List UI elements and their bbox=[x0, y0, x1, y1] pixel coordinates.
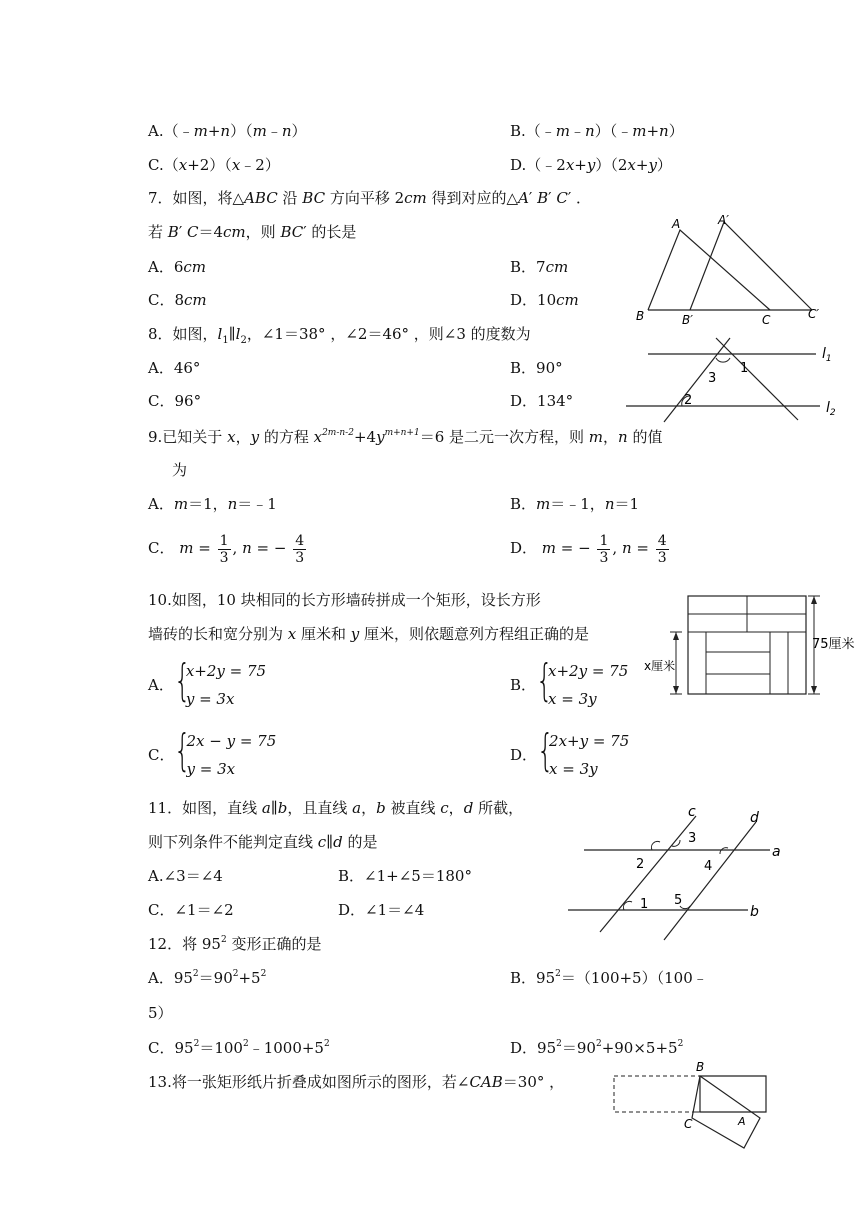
q13-stem: 13.将一张矩形纸片折叠成如图所示的图形，若∠CAB＝30° ， bbox=[148, 1073, 565, 1091]
q8-label-angle2: 2 bbox=[684, 393, 693, 408]
q7-label-a-prime: A′ bbox=[718, 213, 729, 227]
q7-option-d: D．10cm bbox=[510, 291, 579, 309]
q10-label-x: x厘米 bbox=[644, 659, 676, 673]
q10-option-a: A． { x+2y = 75 y = 3x bbox=[148, 655, 267, 708]
q6-option-a: A.（﹣m+n）（m﹣n） bbox=[148, 122, 307, 140]
q11-label-b: b bbox=[750, 904, 759, 920]
q12-option-b-line1: B．$95^2=(100+5)(100﹣$ bbox=[510, 969, 708, 987]
q11-label-angle3: 3 bbox=[688, 831, 697, 846]
q8-label-angle3: 3 bbox=[708, 371, 717, 386]
q10-brick-figure bbox=[642, 590, 860, 698]
q9-stem-line2: 为 bbox=[172, 461, 188, 479]
q6-option-c: C.（x+2）（x﹣2） bbox=[148, 156, 280, 174]
q9-stem-line1: 9.已知关于 x，y 的方程 $x^{2m-n-2}+4y^{m+n+1}=6$ 是二元一次方程，则 m，n 的值 bbox=[148, 428, 663, 446]
q10-stem-line1: 10.如图，10 块相同的长方形墙砖拼成一个矩形，设长方形 bbox=[148, 591, 541, 609]
q11-label-a: a bbox=[772, 844, 781, 860]
q13-label-a: A bbox=[738, 1115, 746, 1128]
q7-label-b-prime: B′ bbox=[682, 313, 693, 327]
q11-label-angle4: 4 bbox=[704, 859, 713, 874]
q11-option-c: C．∠1＝∠2 bbox=[148, 901, 234, 919]
q10-option-d: D． { 2x+y = 75 x = 3y bbox=[510, 725, 630, 778]
q8-option-d: D．134° bbox=[510, 392, 574, 410]
q8-option-b: B．90° bbox=[510, 359, 563, 377]
q8-option-c: C．96° bbox=[148, 392, 202, 410]
q7-option-b: B．7cm bbox=[510, 258, 569, 276]
q6-option-b: B.（﹣m﹣n）（﹣m+n） bbox=[510, 122, 684, 140]
q12-option-a: A．$95^2=90^2+5^2$ bbox=[148, 969, 267, 987]
q13-label-c: C bbox=[684, 1117, 693, 1131]
q11-label-angle2: 2 bbox=[636, 857, 645, 872]
q11-label-angle5: 5 bbox=[674, 893, 683, 908]
q7-label-a: A bbox=[672, 217, 681, 231]
q8-stem: 8．如图，$l_1\parallel l_2$，∠1＝38° ，∠2＝46° ，则∠3 的度数为 bbox=[148, 325, 531, 346]
q12-option-d: D．$95^2=90^2+90\times 5+5^2$ bbox=[510, 1039, 684, 1057]
q11-option-d: D．∠1＝∠4 bbox=[338, 901, 425, 919]
q7-option-c: C．8cm bbox=[148, 291, 207, 309]
q11-parallel-lines-figure bbox=[560, 800, 790, 942]
q10-option-c: C． { 2x − y = 75 y = 3x bbox=[148, 725, 277, 778]
q7-translation-figure bbox=[630, 212, 830, 330]
q11-stem-line1: 11．如图，直线 a∥b，且直线 a，b 被直线 c，d 所截， bbox=[148, 799, 524, 817]
q13-folded-paper-figure bbox=[608, 1060, 778, 1152]
q11-label-d: d bbox=[750, 810, 759, 826]
q9-option-d: D． m = − $\frac{1}{3}$ , n = $\frac{4}{3}$ bbox=[510, 532, 667, 566]
q11-option-b: B．∠1+∠5＝180° bbox=[338, 867, 472, 885]
q10-stem-line2: 墙砖的长和宽分别为 x 厘米和 y 厘米，则依题意列方程组正确的是 bbox=[148, 625, 590, 643]
q8-option-a: A．46° bbox=[148, 359, 201, 377]
q10-option-b: B． { x+2y = 75 x = 3y bbox=[510, 655, 629, 708]
q11-label-c: c bbox=[688, 804, 696, 820]
q12-option-c: C．$95^2=100^2﹣1000+5^2$ bbox=[148, 1039, 330, 1057]
q10-label-total: 75厘米 bbox=[812, 637, 855, 652]
q8-parallel-lines-figure bbox=[620, 336, 850, 426]
q7-stem-line2: 若 B′ C＝4cm，则 BC′ 的长是 bbox=[148, 223, 357, 241]
q13-label-b: B bbox=[696, 1060, 705, 1074]
q8-label-l1: $l_1$ bbox=[822, 346, 832, 364]
q9-option-b: B．m＝﹣1，n＝1 bbox=[510, 495, 640, 513]
q8-label-angle1: 1 bbox=[740, 361, 749, 376]
q12-option-b-line2: 5） bbox=[148, 1004, 173, 1022]
q11-stem-line2: 则下列条件不能判定直线 c∥d 的是 bbox=[148, 833, 378, 851]
q7-label-c: C bbox=[762, 313, 771, 327]
q8-label-l2: $l_2$ bbox=[826, 400, 836, 418]
q7-option-a: A．6cm bbox=[148, 258, 207, 276]
q9-option-a: A．m＝1，n＝﹣1 bbox=[148, 495, 277, 513]
q7-stem-line1: 7．如图，将△ABC 沿 BC 方向平移 2cm 得到对应的△A′ B′ C′ ． bbox=[148, 189, 591, 207]
q9-option-c: C． m = $\frac{1}{3}$ , n = − $\frac{4}{3}$ bbox=[148, 532, 305, 566]
q7-label-b: B bbox=[636, 309, 645, 323]
q6-option-d: D.（﹣2x+y）（2x+y） bbox=[510, 156, 672, 174]
q11-option-a: A.∠3＝∠4 bbox=[148, 867, 223, 885]
q11-label-angle1: 1 bbox=[640, 897, 649, 912]
q12-stem: 12．将 $95^2$ 变形正确的是 bbox=[148, 935, 322, 953]
q7-label-c-prime: C′ bbox=[808, 307, 820, 321]
